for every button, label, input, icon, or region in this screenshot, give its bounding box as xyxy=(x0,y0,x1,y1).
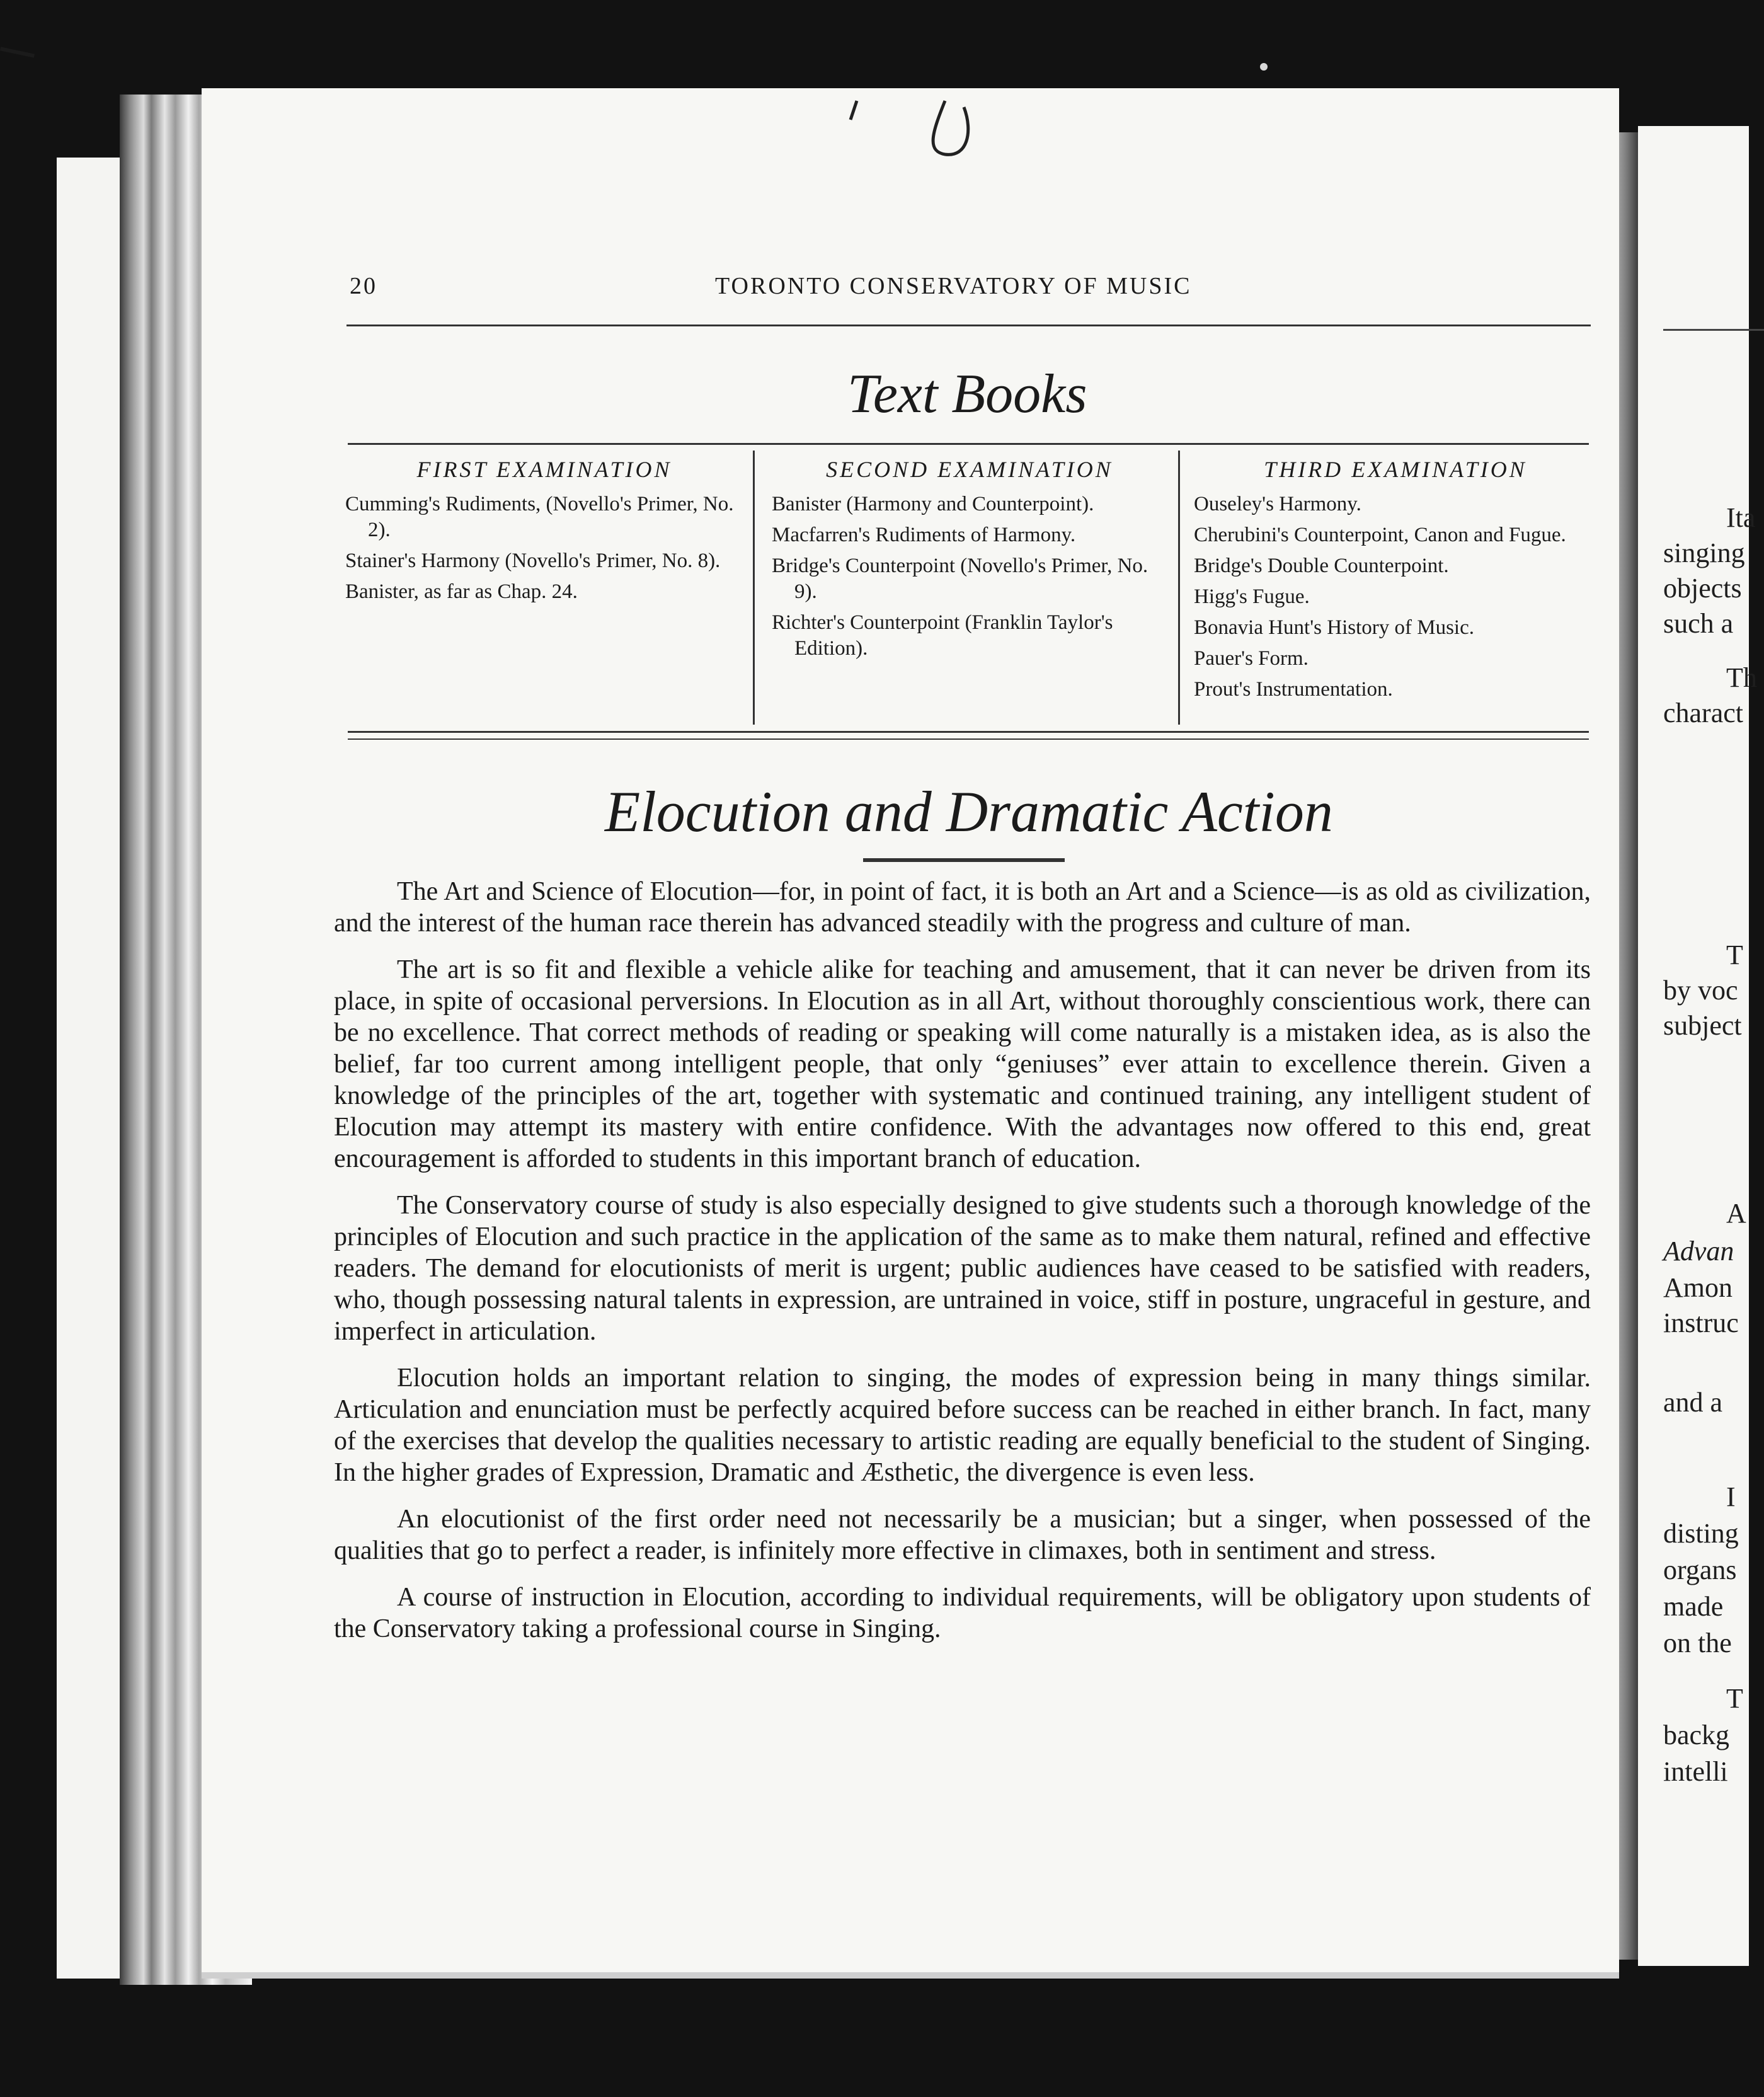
textbook-item: Cherubini's Counterpoint, Canon and Fugue. xyxy=(1194,524,1566,546)
facing-text-fragment: T xyxy=(1726,1683,1743,1714)
facing-text-fragment: charact xyxy=(1663,698,1743,728)
textbook-item: Prout's Instrumentation. xyxy=(1194,678,1393,701)
table-bottom-rule-double xyxy=(348,738,1589,740)
textbook-item: Macfarren's Rudiments of Harmony. xyxy=(772,524,1076,546)
textbook-item: Cumming's Rudiments, (Novello's Primer, No. 2). xyxy=(345,493,734,541)
textbook-item: Pauer's Form. xyxy=(1194,647,1309,670)
facing-text-fragment: made xyxy=(1663,1591,1724,1622)
column-heading: THIRD EXAMINATION xyxy=(1264,457,1527,482)
film-speck xyxy=(1260,63,1268,71)
elocution-title: Elocution and Dramatic Action xyxy=(605,779,1333,844)
facing-text-fragment: singing xyxy=(1663,537,1745,568)
body-paragraph: The Conservatory course of study is also especially designed to give students such a thorough knowledge of the principles of Elocution and such practice in the application of the same as to make them natural, refined and effective readers. The demand for elocutionists of merit is urgent; public audiences have ceased to be satisfied with readers, who, though possessing natural talents in expression, are untrained in voice, stiff in posture, ungraceful in gesture, and imperfect in articulation. xyxy=(334,1191,1591,1346)
facing-text-fragment: instruc xyxy=(1663,1307,1739,1338)
facing-text-fragment: such a xyxy=(1663,608,1734,639)
third-exam-column xyxy=(1194,457,1597,708)
facing-text-fragment: disting xyxy=(1663,1518,1739,1549)
column-heading: SECOND EXAMINATION xyxy=(826,457,1113,482)
textbook-item: Higg's Fugue. xyxy=(1194,585,1310,608)
elocution-body xyxy=(334,876,1591,1660)
textbook-item: Banister (Harmony and Counterpoint). xyxy=(772,493,1094,515)
facing-text-fragment: and a xyxy=(1663,1387,1723,1418)
body-paragraph: A course of instruction in Elocution, according to individual requirements, will be obligatory upon students of the Conservatory taking a professional course in Singing. xyxy=(334,1583,1591,1643)
body-paragraph: The art is so fit and flexible a vehicle alike for teaching and amusement, that it can never be driven from its place, in spite of occasional perversions. In Elocution as in all Art, without thoroughly conscientious work, there can be no excellence. That correct methods of reading or speaking will come naturally is a mistaken idea, as is also the belief, far too current among intelligent people, that only “geniuses” ever attain to excellence therein. Given a knowledge of the principles of the art, together with systematic and continued training, any intelligent student of Elocution may attempt its mastery with entire confidence. With the advantages now offered to this end, great encouragement is afforded to students in this important branch of education. xyxy=(334,955,1591,1173)
header-rule xyxy=(346,325,1591,326)
body-paragraph: The Art and Science of Elocution—for, in point of fact, it is both an Art and a Science—is as old as civilization, and the interest of the human race therein has advanced steadily with the progress and culture of man. xyxy=(334,877,1591,938)
facing-text-fragment: subject xyxy=(1663,1010,1742,1041)
column-divider xyxy=(753,451,755,725)
textbook-item: Bridge's Counterpoint (Novello's Primer, No. 9). xyxy=(772,554,1148,603)
facing-text-fragment: by voc xyxy=(1663,975,1738,1006)
textbooks-title: Text Books xyxy=(847,364,1087,425)
body-paragraph: Elocution holds an important relation to singing, the modes of expression being in many things similar. Articulation and enunciation must be perfectly acquired before success can be reached in either branch. In fact, many of the exercises that develop the qualities necessary to artistic reading are equally beneficial to the student of Singing. In the higher grades of Expression, Dramatic and Æsthetic, the divergence is even less. xyxy=(334,1364,1591,1487)
facing-text-fragment: Advan xyxy=(1663,1236,1734,1267)
film-speck xyxy=(0,47,35,57)
facing-text-fragment: Amon xyxy=(1663,1272,1732,1303)
facing-text-fragment: Th xyxy=(1726,662,1757,693)
textbook-item: Bridge's Double Counterpoint. xyxy=(1194,554,1449,577)
running-head: TORONTO CONSERVATORY OF MUSIC xyxy=(715,273,1192,299)
facing-text-fragment: backg xyxy=(1663,1720,1730,1750)
title-underline xyxy=(863,858,1065,862)
facing-text-fragment: T xyxy=(1726,939,1743,970)
facing-text-fragment: intelli xyxy=(1663,1756,1728,1787)
table-top-rule xyxy=(348,443,1589,445)
page-number: 20 xyxy=(350,273,377,299)
textbook-item: Stainer's Harmony (Novello's Primer, No. 8). xyxy=(345,549,721,572)
handwritten-mark xyxy=(838,95,995,164)
first-exam-column xyxy=(345,457,743,610)
body-paragraph: An elocutionist of the first order need not necessarily be a musician; but a singer, when possessed of the qualities that go to perfect a reader, is infinitely more effective in climaxes, both in sentiment and stress. xyxy=(334,1505,1591,1565)
facing-page-rule xyxy=(1663,329,1764,331)
textbook-item: Bonavia Hunt's History of Music. xyxy=(1194,616,1475,639)
textbook-item: Richter's Counterpoint (Franklin Taylor's Edition). xyxy=(772,611,1113,660)
second-exam-column xyxy=(772,457,1167,667)
facing-text-fragment: A xyxy=(1726,1198,1746,1229)
facing-page xyxy=(1638,126,1757,1966)
table-bottom-rule xyxy=(348,731,1589,733)
facing-text-fragment: objects xyxy=(1663,573,1742,604)
column-heading: FIRST EXAMINATION xyxy=(416,457,672,482)
facing-text-fragment: I xyxy=(1726,1481,1736,1512)
facing-text-fragment: on the xyxy=(1663,1628,1732,1658)
column-divider xyxy=(1178,451,1180,725)
facing-text-fragment: organs xyxy=(1663,1554,1737,1585)
facing-text-fragment: Ita xyxy=(1726,502,1756,533)
textbook-item: Ouseley's Harmony. xyxy=(1194,493,1361,515)
textbook-item: Banister, as far as Chap. 24. xyxy=(345,580,578,603)
